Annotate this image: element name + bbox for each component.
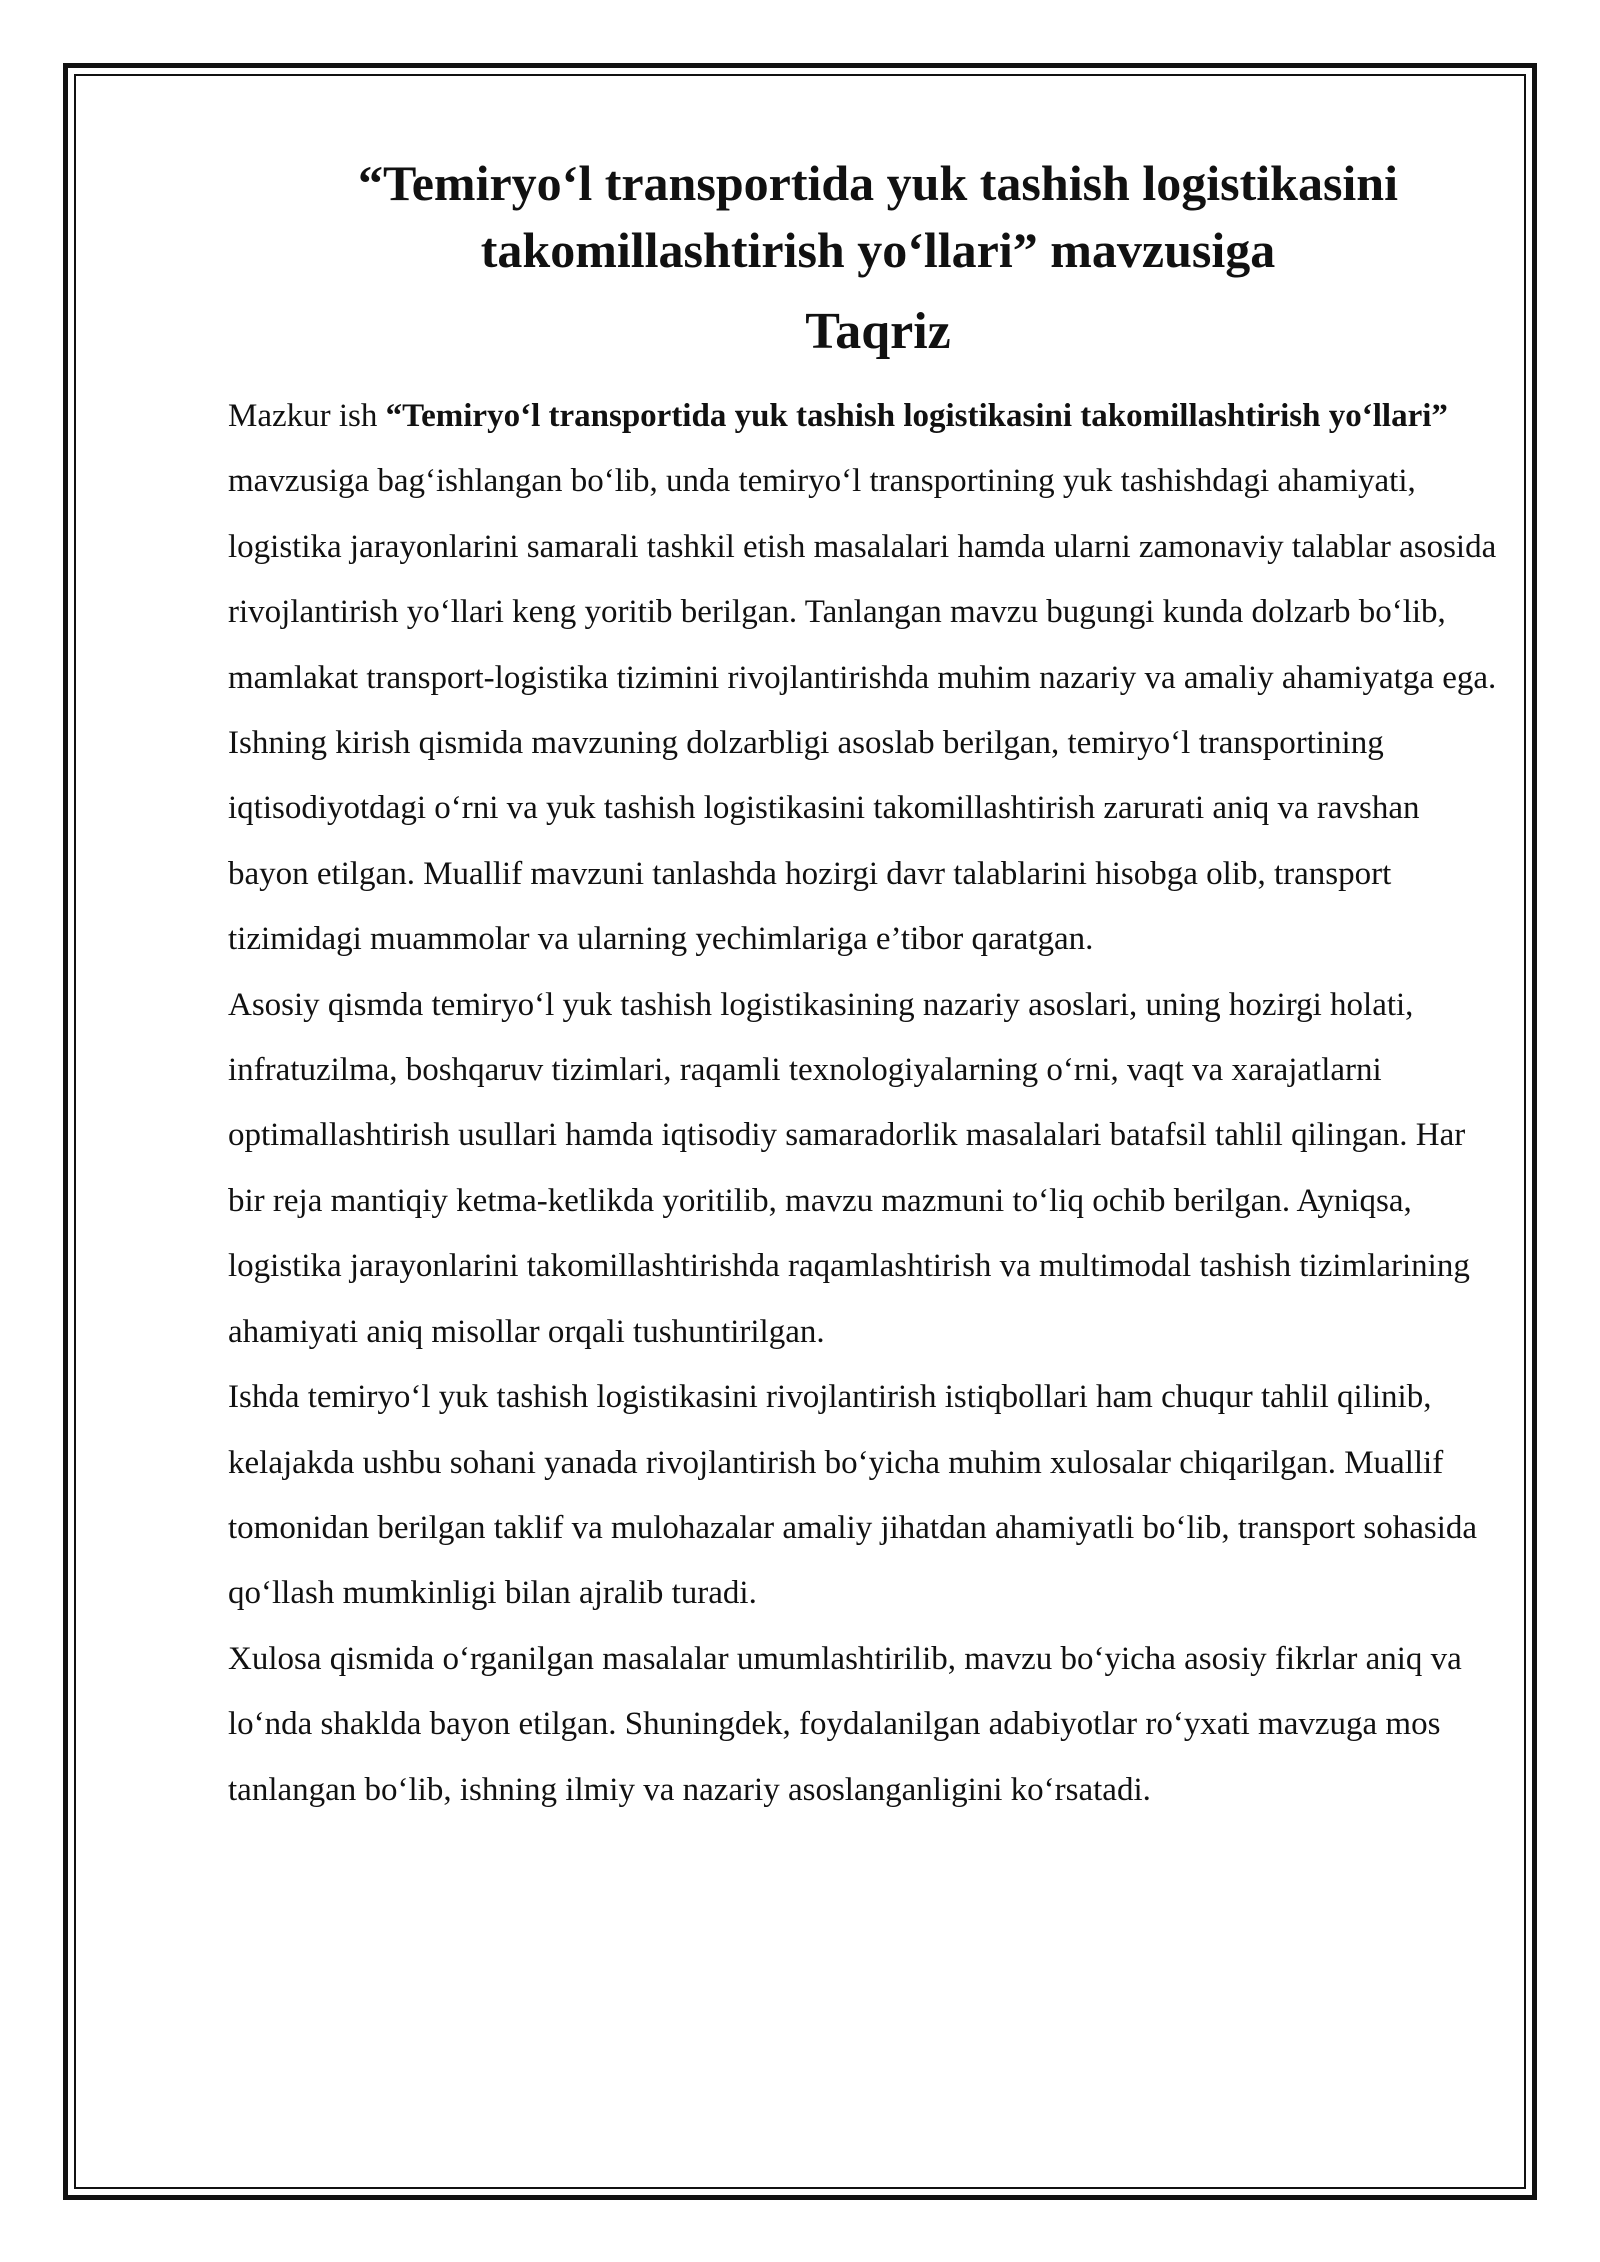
paragraph-conclusion: Xulosa qismida o‘rganilgan masalalar umumlashtirilib, mavzu bo‘yicha asosiy fikrlar aniq va lo‘nda shaklda bayon etilgan. Shuningdek, foydalanilgan adabiyotlar ro‘yxati mavzuga mos tanlangan bo‘lib, ishning ilmiy va nazariy asoslanganligini ko‘rsatadi. <box>228 1640 1462 1808</box>
paragraph-main-part: Asosiy qismda temiryo‘l yuk tashish logistikasining nazariy asoslari, uning hozirgi holati, infratuzilma, boshqaruv tizimlari, raqamli texnologiyalarning o‘rni, vaqt va xarajatlarni optimallashtirish usullari hamda iqtisodiy samaradorlik masalalari batafsil tahlil qilingan. Har bir reja mantiqiy ketma-ketlikda yoritilib, mavzu mazmuni to‘liq ochib berilgan. Ayniqsa, logistika jarayonlarini takomillashtirishda raqamlashtirish va multimodal tashish tizimlarining ahamiyati aniq misollar orqali tushuntirilgan. <box>228 986 1470 1350</box>
paragraph-introduction-part: Ishning kirish qismida mavzuning dolzarbligi asoslab berilgan, temiryo‘l transportining iqtisodiyotdagi o‘rni va yuk tashish logistikasini takomillashtirish zarurati aniq va ravshan bayon etilgan. Muallif mavzuni tanlashda hozirgi davr talablarini hisobga olib, transport tizimidagi muammolar va ularning yechimlariga e’tibor qaratgan. <box>228 725 1420 958</box>
paragraph-intro-topic: “Temiryo‘l transportida yuk tashish logistikasini takomillashtirish yo‘llari” <box>385 398 1448 434</box>
document-heading: Taqriz <box>805 303 951 360</box>
document-title: “Temiryo‘l transportida yuk tashish logistikasini takomillashtirish yo‘llari” mavzusiga <box>357 155 1398 278</box>
paragraph-intro-lead: Mazkur ish <box>228 398 386 434</box>
paragraph-prospects: Ishda temiryo‘l yuk tashish logistikasini rivojlantirish istiqbollari ham chuqur tahlil qilinib, kelajakda ushbu sohani yanada rivojlantirish bo‘yicha muhim xulosalar chiqarilgan. Muallif tomonidan berilgan taklif va mulohazalar amaliy jihatdan ahamiyatli bo‘lib, transport sohasida qo‘llash mumkinligi bilan ajralib turadi. <box>228 1379 1478 1612</box>
document-body <box>228 150 1508 1823</box>
paragraph-intro-text: mavzusiga bag‘ishlangan bo‘lib, unda temiryo‘l transportining yuk tashishdagi ahamiyati, logistika jarayonlarini samarali tashkil etish masalalari hamda ularni zamonaviy talablar asosida rivojlantirish yo‘llari keng yoritib berilgan. Tanlangan mavzu bugungi kunda dolzarb bo‘lib, mamlakat transport-logistika tizimini rivojlantirishda muhim nazariy va amaliy ahamiyatga ega. <box>228 463 1497 696</box>
paragraph-intro <box>228 384 1508 711</box>
